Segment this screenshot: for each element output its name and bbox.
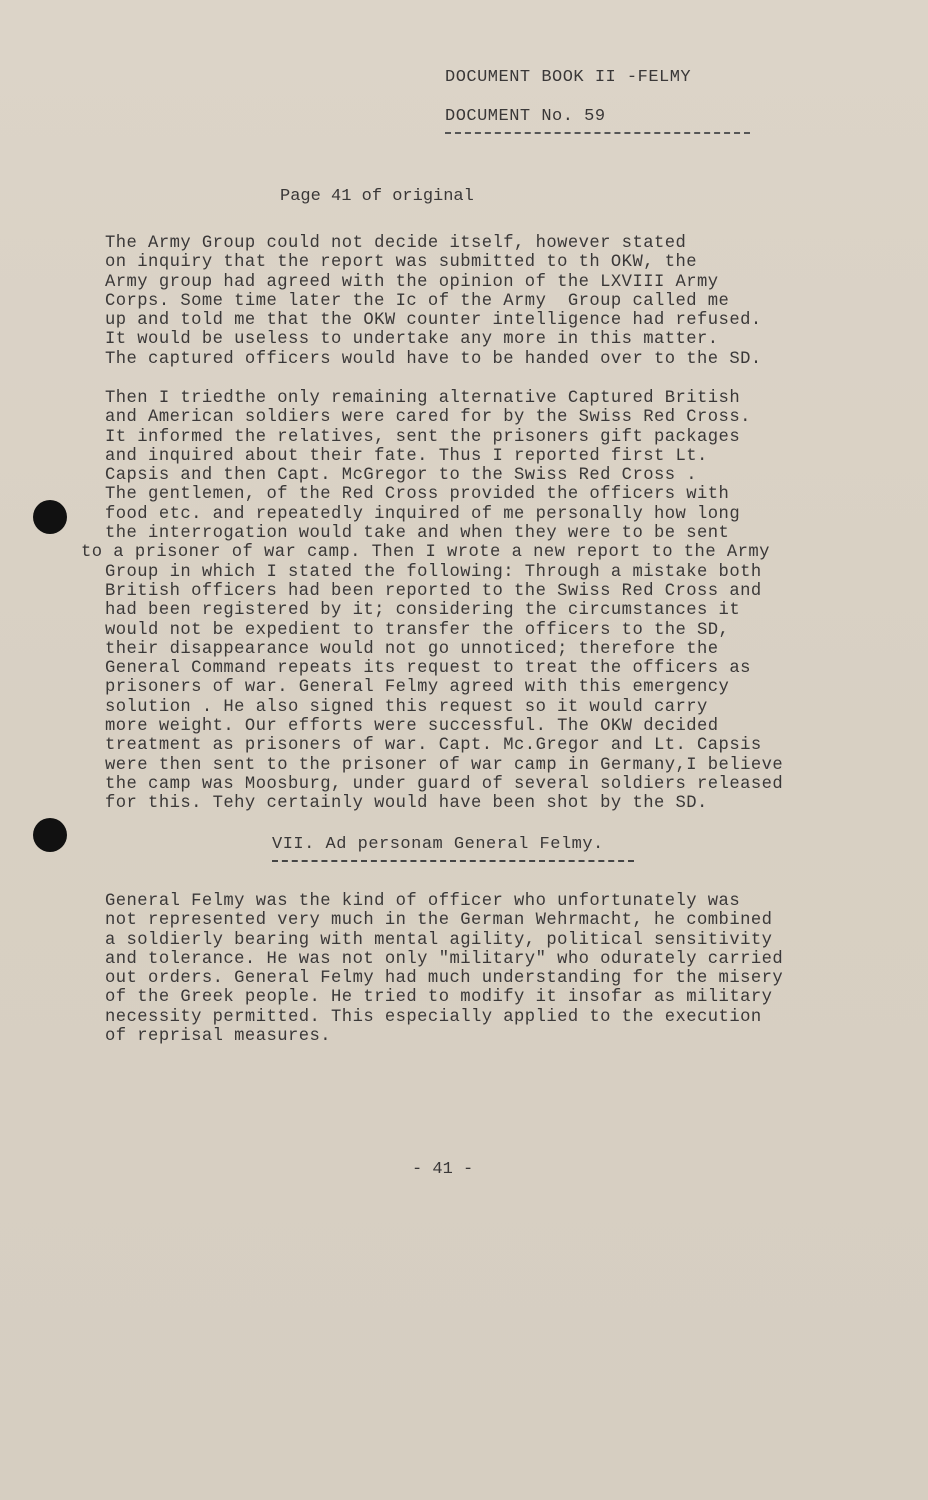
paragraph-felmy-character bbox=[105, 892, 783, 1046]
text-line: treatment as prisoners of war. Capt. Mc.Gregor and Lt. Capsis bbox=[105, 736, 762, 756]
punch-hole-bottom bbox=[33, 818, 67, 852]
document-book-title: DOCUMENT BOOK II -FELMY bbox=[445, 68, 692, 87]
text-line: Army group had agreed with the opinion of the LXVIII Army bbox=[105, 272, 719, 292]
header-divider bbox=[445, 132, 750, 134]
text-line: The gentlemen, of the Red Cross provided the officers with bbox=[105, 485, 730, 505]
text-line: their disappearance would not go unnoticed; therefore the bbox=[105, 639, 719, 659]
text-line: more weight. Our efforts were successful. The OKW decided bbox=[105, 717, 719, 737]
text-line: food etc. and repeatedly inquired of me personally how long bbox=[105, 504, 741, 524]
text-line: and American soldiers were cared for by the Swiss Red Cross. bbox=[105, 408, 751, 428]
text-line: It informed the relatives, sent the prisoners gift packages bbox=[105, 427, 741, 447]
section-title: VII. Ad personam General Felmy. bbox=[272, 835, 604, 854]
paragraph-red-cross bbox=[81, 389, 784, 814]
text-line: necessity permitted. This especially applied to the execution bbox=[105, 1007, 762, 1027]
text-line: The Army Group could not decide itself, however stated bbox=[105, 234, 687, 253]
text-line: would not be expedient to transfer the officers to the SD, bbox=[105, 620, 730, 640]
text-line: prisoners of war. General Felmy agreed with this emergency bbox=[105, 678, 730, 698]
text-line: and inquired about their fate. Thus I reported first Lt. bbox=[105, 446, 708, 466]
text-line: not represented very much in the German Wehrmacht, he combined bbox=[105, 911, 773, 931]
text-line: It would be useless to undertake any more in this matter. bbox=[105, 330, 719, 350]
text-line: Corps. Some time later the Ic of the Army Group called me bbox=[105, 291, 730, 311]
text-line: of reprisal measures. bbox=[105, 1027, 332, 1047]
punch-hole-top bbox=[33, 500, 67, 534]
text-line: Capsis and then Capt. McGregor to the Swiss Red Cross . bbox=[105, 466, 698, 486]
text-line: Then I triedthe only remaining alternative Captured British bbox=[105, 389, 741, 408]
section-title-underline bbox=[272, 860, 634, 862]
text-line: the interrogation would take and when they were to be sent bbox=[105, 524, 730, 544]
text-line: of the Greek people. He tried to modify it insofar as military bbox=[105, 988, 773, 1008]
document-number: DOCUMENT No. 59 bbox=[445, 107, 606, 126]
text-line: a soldierly bearing with mental agility, political sensitivity bbox=[105, 930, 773, 950]
text-line: General Felmy was the kind of officer who unfortunately was bbox=[105, 892, 741, 911]
text-line: had been registered by it; considering the circumstances it bbox=[105, 601, 741, 621]
text-line: and tolerance. He was not only "military" who odurately carried bbox=[105, 949, 784, 969]
text-line: the camp was Moosburg, under guard of several soldiers released bbox=[105, 774, 784, 794]
text-line: on inquiry that the report was submitted to th OKW, the bbox=[105, 253, 698, 273]
page-number: - 41 - bbox=[412, 1160, 474, 1179]
text-line: solution . He also signed this request so it would carry bbox=[105, 697, 708, 717]
text-line: British officers had been reported to the Swiss Red Cross and bbox=[105, 581, 762, 601]
text-line: up and told me that the OKW counter intelligence had refused. bbox=[105, 311, 762, 331]
text-line: out orders. General Felmy had much understanding for the misery bbox=[105, 969, 784, 989]
text-line: were then sent to the prisoner of war camp in Germany,I believe bbox=[105, 755, 784, 775]
text-line: Group in which I stated the following: Through a mistake both bbox=[105, 562, 762, 582]
original-page-reference: Page 41 of original bbox=[280, 187, 474, 206]
text-line: General Command repeats its request to treat the officers as bbox=[105, 659, 751, 679]
text-line: The captured officers would have to be handed over to the SD. bbox=[105, 349, 762, 369]
text-line: for this. Tehy certainly would have been shot by the SD. bbox=[105, 794, 708, 814]
paragraph-army-group bbox=[105, 234, 762, 369]
text-line: to a prisoner of war camp. Then I wrote a new report to the Army bbox=[81, 543, 770, 563]
